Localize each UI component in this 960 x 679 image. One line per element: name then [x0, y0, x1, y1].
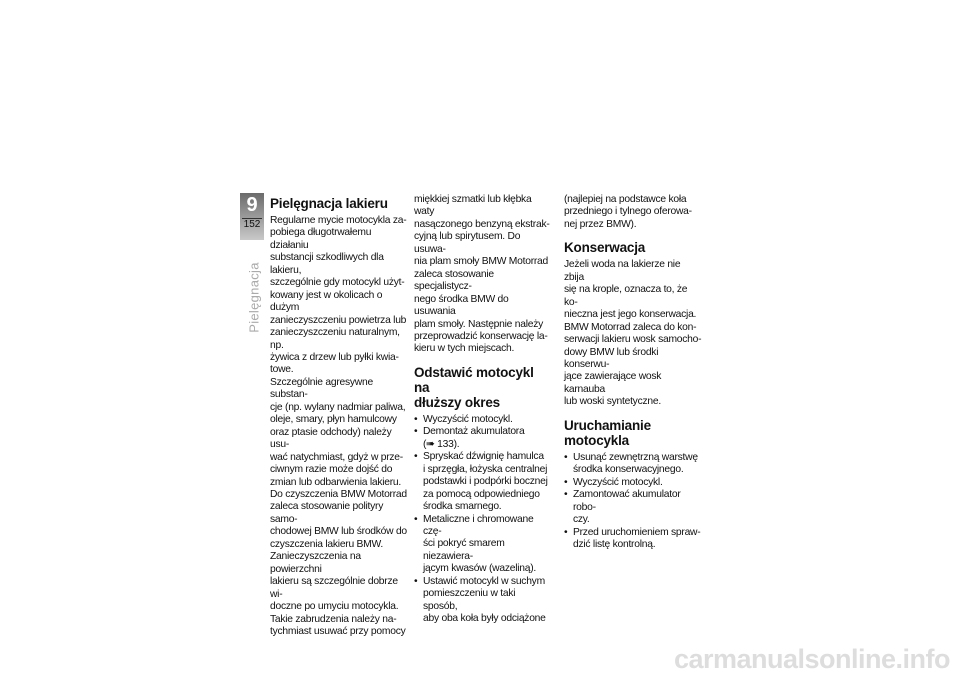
bullet-line	[414, 576, 552, 588]
paragraph-line: czyszczenia lakieru BMW.	[270, 538, 384, 550]
heading-startup: Uruchamianie	[564, 417, 651, 433]
paragraph-line: zaleca stosowanie specjalistycz-	[414, 268, 494, 293]
watermark: carmanualsonline.info	[673, 644, 950, 674]
bullet-text: Metaliczne i chromowane czę-	[423, 513, 534, 537]
bullet-icon: •	[564, 451, 568, 463]
bullet-line	[564, 489, 702, 514]
bullet-text: podstawki i podpórki bocznej	[423, 476, 548, 488]
bullet-icon: •	[414, 513, 418, 525]
paragraph-line: zanieczyszczeniu naturalnym, np.	[270, 327, 400, 351]
paragraph-line: zaleca stosowanie polityry samo-	[270, 501, 384, 525]
paragraph-line: plam smoły. Następnie należy	[414, 318, 544, 330]
bullet-item	[414, 451, 552, 513]
paragraph-line: Takie zabrudzenia należy na-	[270, 613, 397, 625]
bullet-text: środka smarnego.	[423, 501, 502, 513]
bullet-item	[564, 452, 702, 477]
bullet-line	[564, 539, 702, 551]
paragraph-line: nego środka BMW do usuwania	[414, 293, 509, 318]
bullet-text: aby oba koła były odciążone	[423, 613, 546, 625]
bullet-icon: •	[414, 426, 418, 438]
bullet-item	[414, 426, 552, 451]
section-label: Pielęgnacja	[246, 262, 262, 333]
chapter-number: 9	[246, 194, 258, 216]
paragraph-line: pobiega długotrwałemu działaniu	[270, 227, 372, 251]
bullet-item	[414, 576, 552, 626]
paragraph-line: Do czyszczenia BMW Motorrad	[270, 488, 407, 500]
bullet-line	[414, 439, 552, 451]
bullet-line	[414, 501, 552, 513]
paragraph-line: lakieru są szczególnie dobrze wi-	[270, 576, 398, 600]
paragraph-line: kieru w tych miejscach.	[414, 343, 515, 355]
bullet-item	[414, 514, 552, 576]
column-2	[414, 194, 552, 626]
chapter-tab	[240, 193, 264, 240]
bullet-item	[564, 477, 702, 489]
bullet-continuation-line: przedniego i tylnego oferowa-	[564, 206, 692, 218]
bullet-line	[564, 452, 702, 464]
bullet-text: Demontaż akumulatora	[423, 426, 525, 438]
bullet-line	[414, 613, 552, 625]
paragraph-line: zanieczyszczeniu powietrza lub	[270, 314, 407, 326]
paragraph-line: substancji szkodliwych dla lakieru,	[270, 252, 384, 276]
paragraph-line: serwacji lakieru wosk samocho-	[564, 334, 702, 346]
bullet-line	[564, 464, 702, 476]
paragraph-line: się na krople, oznacza to, że ko-	[564, 284, 688, 308]
bullet-icon: •	[564, 476, 568, 488]
bullet-line	[414, 414, 552, 426]
bullet-line	[564, 477, 702, 489]
bullet-icon: •	[414, 451, 418, 463]
bullet-text: Wyczyścić motocykl.	[573, 476, 663, 488]
column-1	[270, 196, 408, 638]
bullet-item	[564, 527, 702, 552]
paragraph-line: zmian lub odbarwienia lakieru.	[270, 476, 402, 488]
paragraph-line: oraz ptasie odchody) należy usu-	[270, 426, 392, 451]
paragraph-line: towe.	[270, 364, 294, 376]
bullet-continuation-line: (najlepiej na podstawce koła	[564, 194, 687, 205]
bullet-item	[414, 414, 552, 426]
paragraph-line: ciwnym razie może dojść do	[270, 464, 393, 476]
paragraph-line: doczne po umyciu motocykla.	[270, 601, 399, 613]
paragraph-line: Jeżeli woda na lakierze nie zbija	[564, 259, 681, 283]
bullet-text: i sprzęgła, łożyska centralnej	[423, 463, 548, 475]
bullet-text: środka konserwacyjnego.	[573, 464, 684, 476]
paragraph-line: cyjną lub spirytusem. Do usuwa-	[414, 231, 521, 255]
bullet-icon: •	[414, 413, 418, 425]
heading-paint-care: Pielęgnacja lakieru	[270, 196, 388, 211]
paragraph-line: nia plam smoły BMW Motorrad	[414, 256, 549, 268]
column-3	[564, 194, 702, 551]
bullet-text: Usunąć zewnętrzną warstwę	[573, 451, 698, 463]
paragraph-line: dowy BMW lub środki konserwu-	[564, 346, 659, 370]
bullet-text: Wyczyścić motocykl.	[423, 413, 513, 425]
bullet-continuation-line: nej przez BMW).	[564, 218, 637, 230]
bullet-text: Ustawić motocykl w suchym	[423, 575, 545, 587]
paragraph-line: BMW Motorrad zaleca do kon-	[564, 321, 697, 333]
bullet-line	[564, 514, 702, 526]
heading-storage: Odstawić motocykl na	[414, 364, 534, 395]
bullet-line	[414, 476, 552, 488]
heading-startup: motocykla	[564, 432, 629, 448]
bullet-text: Zamontować akumulator robo-	[573, 489, 681, 513]
bullet-text: pomieszczeniu w taki sposób,	[423, 588, 516, 612]
page-number: 152	[243, 219, 261, 230]
paragraph-line: tychmiast usuwać przy pomocy	[270, 625, 406, 637]
paragraph-line: lub woski syntetyczne.	[564, 396, 661, 408]
paragraph-line: kowany jest w okolicach o dużym	[270, 289, 383, 314]
paragraph-line: wać natychmiast, gdyż w prze-	[270, 451, 403, 463]
bullet-text: czy.	[573, 514, 590, 526]
bullet-text: ści pokryć smarem niezawiera-	[423, 538, 505, 562]
bullet-item	[564, 489, 702, 526]
paragraph-line: oleje, smary, płyn hamulcowy	[270, 414, 397, 426]
bullet-line	[414, 538, 552, 563]
paragraph-line: cje (np. wylany nadmiar paliwa,	[270, 401, 406, 413]
bullet-line	[414, 514, 552, 539]
bullet-text: Przed uruchomieniem spraw-	[573, 526, 701, 538]
bullet-icon: •	[414, 575, 418, 587]
bullet-text: za pomocą odpowiedniego	[423, 488, 540, 500]
paragraph-line: chodowej BMW lub środków do	[270, 526, 407, 538]
bullet-icon: •	[564, 489, 568, 501]
paragraph-line: Regularne mycie motocykla za-	[270, 215, 407, 226]
paragraph-line: miękkiej szmatki lub kłębka waty	[414, 194, 532, 218]
paragraph-line: żywica z drzew lub pyłki kwia-	[270, 351, 399, 363]
paragraph-line: nieczna jest jego konserwacja.	[564, 309, 697, 321]
bullet-text: jącym kwasów (wazeliną).	[423, 563, 537, 575]
bullet-line	[414, 464, 552, 476]
bullet-icon: •	[564, 526, 568, 538]
bullet-line	[414, 489, 552, 501]
bullet-text: dzić listę kontrolną.	[573, 538, 656, 550]
bullet-line	[414, 426, 552, 438]
paragraph-line: Zanieczyszczenia na powierzchni	[270, 551, 361, 575]
paragraph-line: przeprowadzić konserwację la-	[414, 330, 548, 342]
heading-storage: dłuższy okres	[414, 394, 500, 410]
bullet-line	[414, 451, 552, 463]
bullet-line	[564, 527, 702, 539]
bullet-text: Spryskać dźwignię hamulca	[423, 451, 544, 463]
bullet-line	[414, 563, 552, 575]
bullet-line	[414, 588, 552, 613]
heading-conservation: Konserwacja	[564, 240, 646, 256]
paragraph-line: nasączonego benzyną ekstrak-	[414, 218, 550, 230]
bullet-text: (➠ 133).	[423, 438, 460, 450]
paragraph-line: szczególnie gdy motocykl użyt-	[270, 277, 405, 289]
paragraph-line: jące zawierające wosk karnauba	[564, 371, 662, 395]
paragraph-line: Szczególnie agresywne substan-	[270, 376, 373, 401]
